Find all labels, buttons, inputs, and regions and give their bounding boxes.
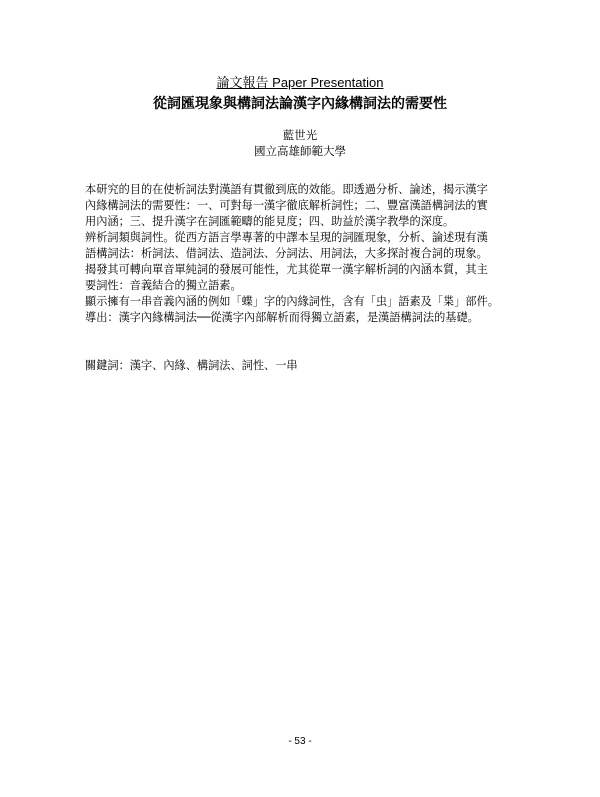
abstract-line: 辨析詞類與詞性。從西方語言學專著的中譯本呈現的詞匯現象，分析、論述現有漢 bbox=[85, 231, 488, 244]
keywords-line: 關鍵詞：漢字、內緣、構詞法、詞性、一串 bbox=[85, 359, 298, 372]
abstract-line: 要詞性：音義結合的獨立語素。 bbox=[85, 279, 242, 292]
abstract-line: 用內涵；三、提升漢字在詞匯範疇的能見度；四、助益於漢字教學的深度。 bbox=[85, 215, 455, 228]
abstract-line: 導出：漢字內緣構詞法──從漢字內部解析而得獨立語素，是漢語構詞法的基礎。 bbox=[85, 311, 479, 324]
author-name: 藍世光 bbox=[282, 128, 318, 142]
abstract-line: 本研究的目的在使析詞法對漢語有貫徹到底的效能。即透過分析、論述，揭示漢字 bbox=[85, 183, 488, 196]
author-affiliation: 國立高雄師範大學 bbox=[254, 144, 346, 158]
page-number: - 53 - bbox=[288, 736, 312, 747]
abstract-line: 內緣構詞法的需要性：一、可對每一漢字徹底解析詞性；二、豐富漢語構詞法的實 bbox=[85, 199, 488, 212]
abstract-body bbox=[85, 182, 535, 326]
section-header-label: 論文報告 Paper Presentation bbox=[216, 75, 384, 90]
paper-title: 從詞匯現象與構詞法論漢字內緣構詞法的需要性 bbox=[153, 96, 447, 112]
abstract-line: 語構詞法：析詞法、借詞法、造詞法、分詞法、用詞法，大多探討複合詞的現象。 bbox=[85, 247, 488, 260]
abstract-line: 揭發其可轉向單音單純詞的發展可能性，尤其從單一漢字解析詞的內涵本質，其主 bbox=[85, 263, 488, 276]
abstract-line: 顯示擁有一串音義內涵的例如「蝶」字的內緣詞性，含有「虫」語素及「枼」部件。 bbox=[85, 295, 499, 308]
